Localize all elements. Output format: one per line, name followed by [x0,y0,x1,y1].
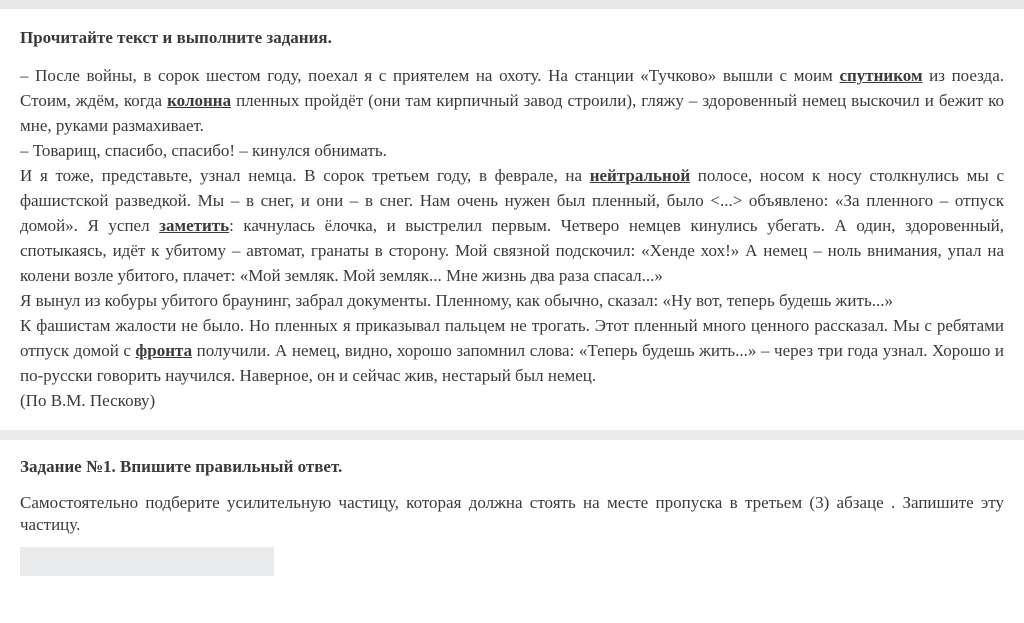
paragraph-3 [20,163,1004,288]
paragraph-1-text-c: пленных пройдёт (они там кирпичный завод строили), гляжу – здоровенный немец выскочил и бежит ко мне, руками размахивает. [20,91,1004,135]
paragraph-1 [20,63,1004,138]
paragraph-4: Я вынул из кобуры убитого браунинг, забрал документы. Пленному, как обычно, сказал: «Ну вот, теперь будешь жить...» [20,291,893,310]
task-instructions: Самостоятельно подберите усилительную частицу, которая должна стоять на месте пропуска в третьем (3) абзаце . Запишите эту частицу. [20,493,1004,534]
answer-input[interactable] [20,547,274,576]
paragraph-2: – Товарищ, спасибо, спасибо! – кинулся обнимать. [20,141,387,160]
paragraph-3-text-b: полосе, носом к носу столкнулись мы с фашистской разведкой. Мы – в снег, и они – в снег. Нам очень нужен был пленный, было <...> объявлено: «За пленного – отпуск домой». Я успел [20,166,1004,235]
task-card [0,440,1024,623]
keyword-kolonna[interactable]: колонна [167,91,232,110]
keyword-sputnikom[interactable]: спутником [839,66,923,85]
paragraph-1-text-b: из поезда. Стоим, ждём, когда [20,66,1004,110]
source-attribution: (По В.М. Пескову) [20,391,156,410]
paragraph-3-text-c: : качнулась ёлочка, и выстрелил первым. Четверо немцев кинулись убегать. А один, здоровенный, спотыкаясь, идёт к убитому – автомат, гранаты в сторону. Мой связной подскочил: «Хенде хох!» А немец – ноль внимания, упал на колени возле убитого, плачет: «Мой земляк. Мой земляк... Мне жизнь два раза спасал...» [20,216,1004,285]
paragraph-1-text-a: – После войны, в сорок шестом году, поехал я с приятелем на охоту. На станции «Тучково» вышли с моим [20,66,840,85]
top-strip [0,0,1024,9]
keyword-zametit[interactable]: заметить [159,216,230,235]
reading-passage [20,63,1004,413]
paragraph-5 [20,313,1004,388]
keyword-fronta[interactable]: фронта [135,341,193,360]
paragraph-3-text-a: И я тоже, представьте, узнал немца. В сорок третьем году, в феврале, на [20,166,590,185]
reading-card [0,9,1024,430]
keyword-neytralnoy[interactable]: нейтральной [589,166,691,185]
paragraph-5-text-b: получили. А немец, видно, хорошо запомнил слова: «Теперь будешь жить...» – через три года узнал. Хорошо и по-русски говорить научился. Наверное, он и сейчас жив, нестарый был немец. [20,341,1004,385]
reading-heading: Прочитайте текст и выполните задания. [20,28,332,47]
task-heading: Задание №1. Впишите правильный ответ. [20,457,343,476]
paragraph-5-text-a: К фашистам жалости не было. Но пленных я приказывал пальцем не трогать. Этот пленный много ценного рассказал. Мы с ребятами отпуск домой с [20,316,1004,360]
